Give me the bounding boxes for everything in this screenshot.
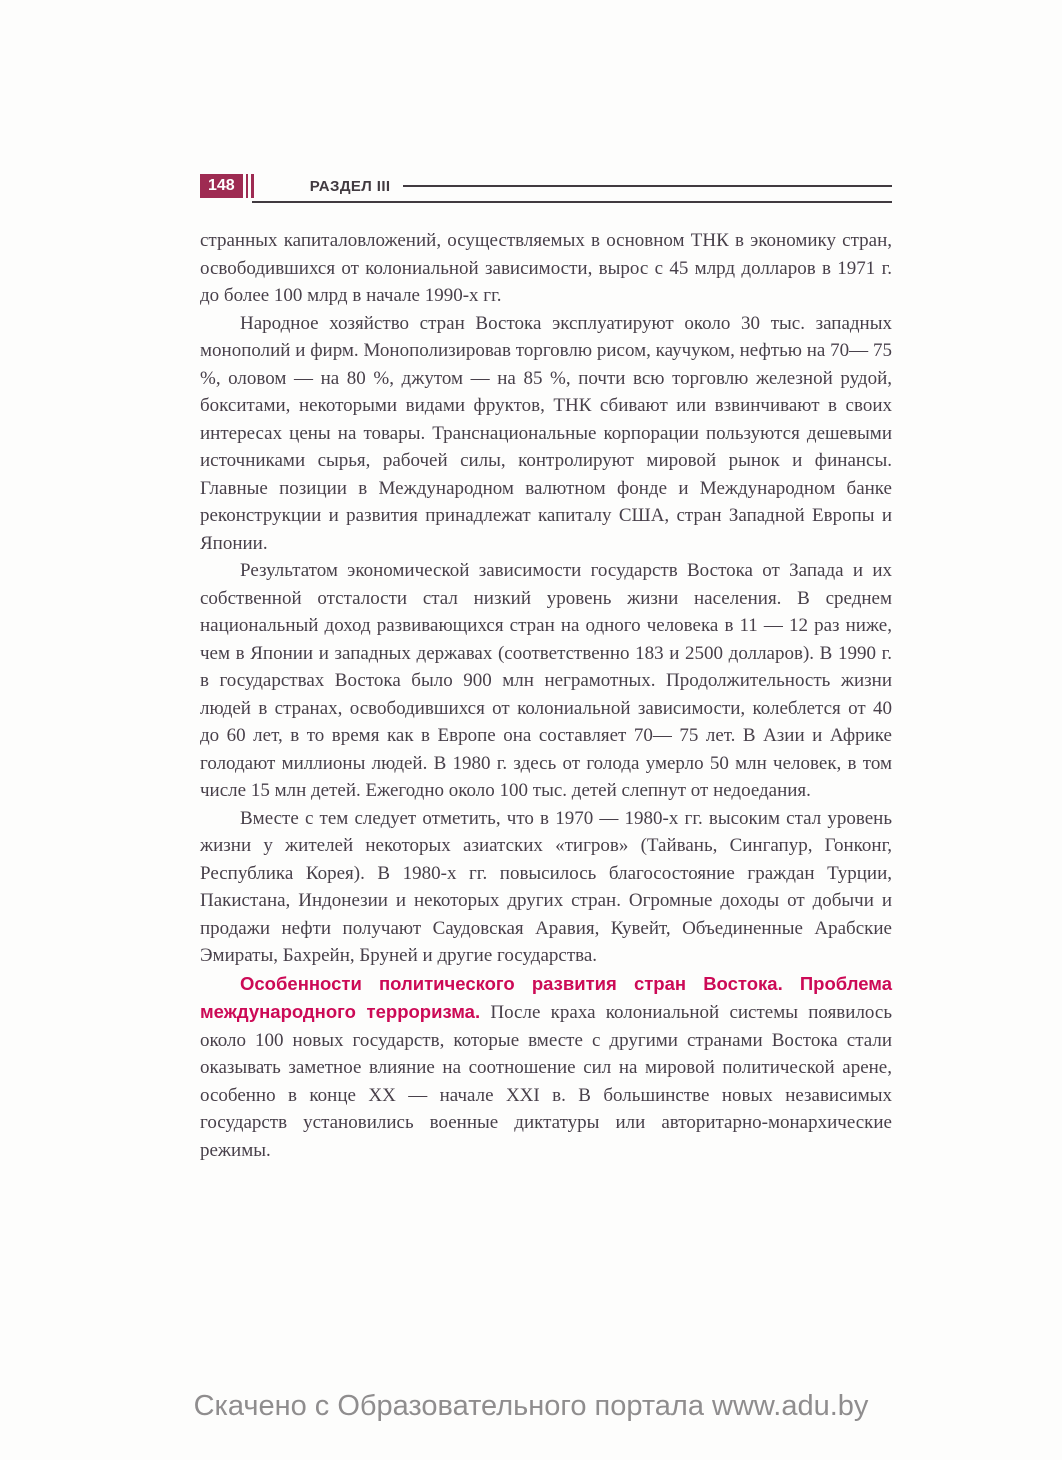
paragraph-3: Результатом экономической зависимости государств Востока от Запада и их собственной отсталости стал низкий уровень жизни населения. В среднем национальный доход развивающихся стран на одного человека в 11 — 12 раз ниже, чем в Японии и западных державах (соответственно 183 и 2500 долларов). В 1990 г. в государствах Востока было 900 млн неграмотных. Продолжительность жизни людей в странах, освободившихся от колониальной зависимости, колеблется от 40 до 60 лет, в то время как в Европе она составляет 70— 75 лет. В Азии и Африке голодают миллионы людей. В 1980 г. здесь от голода умерло 50 млн человек, в том числе 15 млн детей. Ежегодно около 100 тыс. детей слепнут от недоедания. (200, 560, 892, 801)
header-under-rule (252, 201, 892, 203)
watermark-text: Скачено с Образовательного портала www.adu.by (193, 1390, 869, 1422)
paragraph-4: Вместе с тем следует отметить, что в 1970 — 1980-х гг. высоким стал уровень жизни у жителей некоторых азиатских «тигров» (Тайвань, Сингапур, Гонконг, Республика Корея). В 1980-х гг. повысилось благосостояние граждан Турции, Пакистана, Индонезии и некоторых других стран. Огромные доходы от добычи и продажи нефти получают Саудовская Аравия, Кувейт, Объединенные Арабские Эмираты, Бахрейн, Бруней и другие государства. (200, 807, 892, 966)
page-body (200, 227, 892, 1164)
paragraph-1: странных капиталовложений, осуществляемых в основном ТНК в экономику стран, освободившихся от колониальной зависимости, вырос с 45 млрд долларов в 1971 г. до более 100 млрд в начале 1990-х гг. (200, 230, 892, 306)
run-in-heading: Особенности политического развития стран Востока. Проблема международного терроризма. (200, 972, 892, 1022)
page-header (200, 174, 892, 203)
page-number-badge: 148 (200, 174, 243, 198)
header-mid-rule (403, 185, 892, 187)
paragraph-2: Народное хозяйство стран Востока эксплуатируют около 30 тыс. западных монополий и фирм. Монополизировав торговлю рисом, каучуком, нефтью на 70— 75 %, оловом — на 80 %, джутом — на 85 %, почти всю торговлю железной рудой, бокситами, некоторыми видами фруктов, ТНК сбивают или взвинчивают в своих интересах цены на товары. Транснациональные корпорации пользуются дешевыми источниками сырья, рабочей силы, контролируют мировой рынок и финансы. Главные позиции в Международном валютном фонде и Международном банке реконструкции и развития принадлежат капиталу США, стран Западной Европы и Японии. (200, 312, 892, 554)
paragraph-5-text: После краха колониальной системы появилось около 100 новых государств, которые вместе с другими странами Востока стали оказывать заметное влияние на соотношение сил на мировой политической арене, особенно в конце XX — начале XXI в. В большинстве новых независимых государств установились военные диктатуры или авторитарно-монархические режимы. (200, 1002, 893, 1161)
paragraph-5 (200, 970, 892, 1165)
section-label: РАЗДЕЛ III (309, 177, 391, 195)
header-divider-bars (246, 174, 254, 198)
